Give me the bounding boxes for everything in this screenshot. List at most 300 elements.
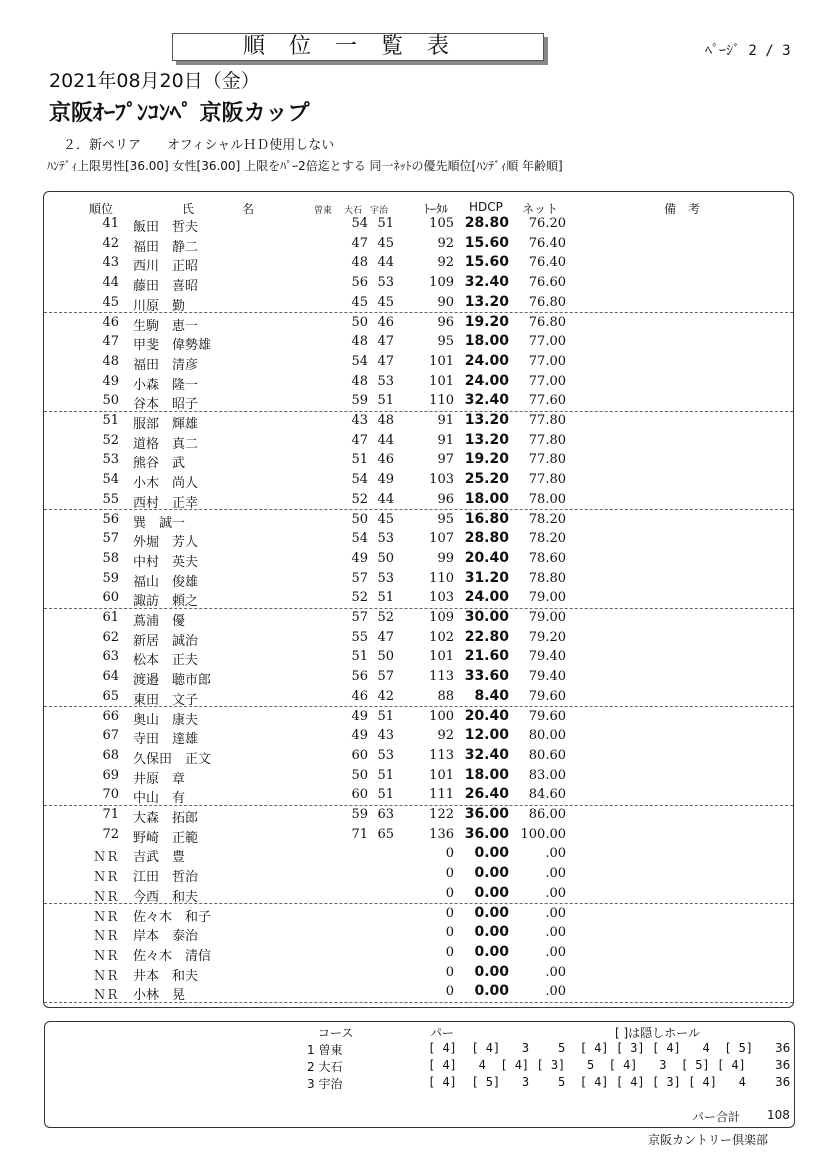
cell-name: 飯田 哲夫 bbox=[133, 220, 199, 235]
cell-s1: 49 bbox=[351, 728, 368, 744]
cell-s2: 45 bbox=[377, 511, 394, 527]
cell-hdcp: 28.80 bbox=[464, 215, 509, 231]
cell-hdcp: 19.20 bbox=[464, 451, 509, 468]
cell-net: 76.20 bbox=[528, 216, 566, 231]
cell-rank: 62 bbox=[102, 629, 119, 645]
cell-rank: 56 bbox=[102, 511, 119, 527]
cell-hdcp: 24.00 bbox=[464, 589, 509, 606]
cell-hdcp: 0.00 bbox=[474, 884, 509, 901]
cell-rank: 47 bbox=[102, 334, 119, 350]
cell-hdcp: 13.20 bbox=[464, 293, 509, 310]
cell-s2: 51 bbox=[377, 590, 394, 606]
cell-s2: 44 bbox=[377, 255, 394, 271]
cell-total: 122 bbox=[429, 807, 454, 822]
cell-name: 佐々木 和子 bbox=[133, 909, 212, 925]
cell-s2: 53 bbox=[377, 570, 394, 586]
cell-s1: 56 bbox=[351, 669, 368, 685]
cell-s2: 42 bbox=[377, 688, 394, 704]
cell-total: 0 bbox=[445, 846, 454, 862]
cell-rank: 60 bbox=[102, 590, 119, 606]
course-par-holes: [ 4] [ 4] 3 5 [ 4] [ 3] [ 4] 4 [ 5] bbox=[428, 1041, 754, 1055]
course-name: 2 大石 bbox=[307, 1060, 343, 1074]
cell-total: 105 bbox=[429, 216, 454, 231]
cell-net: .00 bbox=[545, 925, 566, 941]
cell-hdcp: 18.00 bbox=[464, 333, 509, 350]
cell-hdcp: 13.20 bbox=[464, 412, 509, 428]
col-notes: 備 考 bbox=[664, 202, 701, 216]
cell-s2: 47 bbox=[377, 629, 394, 645]
table-row bbox=[44, 234, 793, 254]
cell-total: 88 bbox=[437, 688, 454, 704]
cell-total: 92 bbox=[437, 728, 454, 744]
cell-total: 0 bbox=[445, 984, 454, 1000]
cell-name: 生駒 恵一 bbox=[133, 318, 199, 334]
cell-net: 80.00 bbox=[528, 728, 566, 744]
cell-net: 78.20 bbox=[528, 531, 566, 547]
cell-net: 78.80 bbox=[528, 570, 566, 586]
cell-hdcp: 22.80 bbox=[464, 628, 509, 645]
cell-net: 79.20 bbox=[528, 629, 566, 645]
cell-s2: 49 bbox=[377, 472, 394, 488]
cell-name: 小木 尚人 bbox=[133, 476, 199, 492]
scoring-method: ２．新ペリア オフィシャルＨＤ使用しない bbox=[63, 138, 335, 153]
cell-rank: ＮＲ bbox=[92, 870, 119, 886]
par-label: パー bbox=[430, 1026, 455, 1040]
cell-s2: 51 bbox=[377, 787, 394, 803]
cell-rank: 67 bbox=[102, 728, 119, 744]
cell-hdcp: 18.00 bbox=[464, 490, 509, 507]
cell-rank: 49 bbox=[102, 373, 119, 389]
cell-name: 福田 静二 bbox=[133, 239, 199, 255]
cell-s1: 51 bbox=[351, 649, 368, 665]
cell-net: 77.80 bbox=[528, 413, 566, 428]
table-row bbox=[44, 982, 793, 1003]
cell-name: 東田 文子 bbox=[133, 692, 199, 708]
handicap-rule: ﾊﾝﾃﾞｨ上限男性[36.00] 女性[36.00] 上限をﾊﾟｰ2倍迄とする 同一ﾈｯﾄの優先順位[ﾊﾝﾃﾞｨ順 年齢順] bbox=[47, 159, 563, 173]
cell-net: .00 bbox=[545, 964, 566, 980]
cell-s2: 47 bbox=[377, 353, 394, 369]
cell-rank: 44 bbox=[102, 275, 119, 291]
cell-name: 谷本 昭子 bbox=[133, 397, 199, 413]
cell-hdcp: 36.00 bbox=[464, 825, 509, 842]
cell-s1: 54 bbox=[351, 531, 368, 547]
cell-hdcp: 30.00 bbox=[464, 609, 509, 625]
cell-s1: 54 bbox=[351, 472, 368, 488]
table-row bbox=[44, 313, 793, 333]
cell-s1: 47 bbox=[351, 235, 368, 251]
cell-rank: ＮＲ bbox=[92, 929, 119, 945]
cell-net: 77.00 bbox=[528, 334, 566, 350]
cell-net: .00 bbox=[545, 984, 566, 1000]
cell-name: 川原 勤 bbox=[133, 298, 186, 314]
cell-s2: 53 bbox=[377, 747, 394, 763]
cell-total: 96 bbox=[437, 314, 454, 330]
cell-s2: 63 bbox=[377, 807, 394, 822]
cell-s1: 52 bbox=[351, 491, 368, 507]
cell-s2: 50 bbox=[377, 550, 394, 566]
cell-hdcp: 0.00 bbox=[474, 983, 509, 1000]
course-par-holes: [ 4] [ 5] 3 5 [ 4] [ 4] [ 3] [ 4] 4 bbox=[428, 1075, 746, 1089]
cell-total: 101 bbox=[429, 353, 454, 369]
cell-name: 小林 晃 bbox=[133, 988, 186, 1004]
cell-total: 91 bbox=[437, 413, 454, 428]
table-row bbox=[44, 864, 793, 884]
cell-s2: 44 bbox=[377, 491, 394, 507]
hidden-hole-note: [ ]は隠しホール bbox=[615, 1026, 700, 1040]
cell-hdcp: 20.40 bbox=[464, 549, 509, 566]
cell-s2: 51 bbox=[377, 708, 394, 724]
cell-s2: 65 bbox=[377, 826, 394, 842]
club-name: 京阪カントリー倶楽部 bbox=[648, 1133, 769, 1147]
cell-rank: 57 bbox=[102, 531, 119, 547]
cell-s1: 43 bbox=[351, 413, 368, 428]
cell-net: 79.60 bbox=[528, 708, 566, 724]
cell-hdcp: 0.00 bbox=[474, 865, 509, 882]
cell-hdcp: 33.60 bbox=[464, 668, 509, 685]
cell-net: 79.40 bbox=[528, 669, 566, 685]
table-row bbox=[44, 372, 793, 392]
cell-total: 110 bbox=[429, 570, 454, 586]
cell-hdcp: 8.40 bbox=[474, 687, 509, 704]
cell-net: 78.00 bbox=[528, 491, 566, 507]
cell-net: 100.00 bbox=[520, 826, 566, 842]
cell-rank: 68 bbox=[102, 747, 119, 763]
cell-s1: 50 bbox=[351, 314, 368, 330]
col-s2: 大石 bbox=[344, 206, 363, 216]
cell-name: 野崎 正範 bbox=[133, 830, 199, 846]
cell-name: 奥山 康夫 bbox=[133, 712, 199, 728]
cell-s2: 44 bbox=[377, 432, 394, 448]
cell-rank: 52 bbox=[102, 432, 119, 448]
cell-s2: 48 bbox=[377, 413, 394, 428]
cell-hdcp: 31.20 bbox=[464, 569, 509, 586]
cell-name: 井原 章 bbox=[133, 771, 186, 787]
cell-net: 78.20 bbox=[528, 511, 566, 527]
cell-rank: ＮＲ bbox=[92, 850, 119, 866]
cell-total: 0 bbox=[445, 944, 454, 960]
cell-hdcp: 15.60 bbox=[464, 254, 509, 271]
cell-net: 77.80 bbox=[528, 452, 566, 468]
cell-s1: 57 bbox=[351, 570, 368, 586]
cell-s2: 47 bbox=[377, 334, 394, 350]
cell-net: 79.00 bbox=[528, 610, 566, 625]
cell-rank: 53 bbox=[102, 452, 119, 468]
cell-name: 道格 真二 bbox=[133, 436, 199, 452]
table-row bbox=[44, 214, 793, 234]
cell-rank: 64 bbox=[102, 669, 119, 685]
cell-rank: 51 bbox=[102, 413, 119, 428]
cell-name: 佐々木 清信 bbox=[133, 948, 212, 964]
cell-s1: 50 bbox=[351, 511, 368, 527]
page-title: 順位一覧表 bbox=[172, 33, 544, 61]
cell-name: 松本 正夫 bbox=[133, 653, 199, 669]
cell-hdcp: 12.00 bbox=[464, 727, 509, 744]
cell-hdcp: 0.00 bbox=[474, 845, 509, 862]
col-net: ネット bbox=[522, 202, 559, 216]
cell-rank: 42 bbox=[102, 235, 119, 251]
cell-name: 中山 有 bbox=[133, 791, 186, 807]
cell-hdcp: 24.00 bbox=[464, 372, 509, 389]
cell-s1: 59 bbox=[351, 807, 368, 822]
cell-name: 吉武 豊 bbox=[133, 850, 186, 866]
cell-total: 136 bbox=[429, 826, 454, 842]
cell-rank: 65 bbox=[102, 688, 119, 704]
cell-total: 109 bbox=[429, 275, 454, 291]
cell-s1: 45 bbox=[351, 294, 368, 310]
cell-s2: 51 bbox=[377, 767, 394, 783]
course-par-box bbox=[44, 1021, 795, 1128]
cell-total: 0 bbox=[445, 925, 454, 941]
cell-hdcp: 36.00 bbox=[464, 806, 509, 822]
cell-hdcp: 32.40 bbox=[464, 746, 509, 763]
cell-total: 101 bbox=[429, 373, 454, 389]
cell-s1: 60 bbox=[351, 787, 368, 803]
cell-net: .00 bbox=[545, 885, 566, 901]
col-hdcp: HDCP bbox=[469, 200, 503, 214]
cell-name: 西村 正幸 bbox=[133, 495, 199, 511]
cell-rank: 63 bbox=[102, 649, 119, 665]
cell-rank: 46 bbox=[102, 314, 119, 330]
col-rank: 順位 bbox=[89, 202, 114, 216]
cell-total: 101 bbox=[429, 767, 454, 783]
cell-s1: 49 bbox=[351, 708, 368, 724]
par-total-label: パー合計 bbox=[692, 1110, 741, 1124]
cell-s1: 60 bbox=[351, 747, 368, 763]
table-row bbox=[44, 923, 793, 943]
cell-name: 藤田 喜昭 bbox=[133, 279, 199, 295]
table-row bbox=[44, 411, 793, 431]
cell-total: 95 bbox=[437, 511, 454, 527]
cell-net: 79.60 bbox=[528, 688, 566, 704]
cell-name: 蔦浦 優 bbox=[133, 614, 186, 629]
cell-rank: 58 bbox=[102, 550, 119, 566]
cell-total: 107 bbox=[429, 531, 454, 547]
cell-rank: 50 bbox=[102, 393, 119, 409]
cell-s2: 43 bbox=[377, 728, 394, 744]
cell-total: 97 bbox=[437, 452, 454, 468]
cell-rank: 72 bbox=[102, 826, 119, 842]
cell-net: 84.60 bbox=[528, 787, 566, 803]
cell-total: 113 bbox=[429, 669, 454, 685]
table-row bbox=[44, 293, 793, 314]
course-name: 1 曽東 bbox=[307, 1043, 343, 1057]
cell-rank: 70 bbox=[102, 787, 119, 803]
cell-s1: 59 bbox=[351, 393, 368, 409]
table-row bbox=[44, 707, 793, 727]
cell-s1: 49 bbox=[351, 550, 368, 566]
table-row bbox=[44, 943, 793, 963]
cell-s1: 55 bbox=[351, 629, 368, 645]
cell-total: 103 bbox=[429, 590, 454, 606]
cell-hdcp: 0.00 bbox=[474, 904, 509, 921]
table-row bbox=[44, 963, 793, 983]
cell-name: 熊谷 武 bbox=[133, 456, 186, 472]
cell-rank: 45 bbox=[102, 294, 119, 310]
cell-hdcp: 21.60 bbox=[464, 648, 509, 665]
event-date: 2021年08月20日（金） bbox=[49, 70, 260, 92]
table-row bbox=[44, 431, 793, 451]
col-name: 氏 名 bbox=[182, 202, 255, 216]
cell-total: 101 bbox=[429, 649, 454, 665]
cell-net: 76.80 bbox=[528, 294, 566, 310]
table-row bbox=[44, 470, 793, 490]
cell-net: .00 bbox=[545, 905, 566, 921]
cell-total: 0 bbox=[445, 964, 454, 980]
cell-s1: 57 bbox=[351, 610, 368, 625]
cell-total: 92 bbox=[437, 235, 454, 251]
cell-name: 江田 哲治 bbox=[133, 870, 199, 886]
cell-rank: ＮＲ bbox=[92, 988, 119, 1004]
cell-total: 91 bbox=[437, 432, 454, 448]
cell-s1: 46 bbox=[351, 688, 368, 704]
cell-s1: 48 bbox=[351, 373, 368, 389]
table-row bbox=[44, 529, 793, 549]
cell-rank: 71 bbox=[102, 807, 119, 822]
table-row bbox=[44, 391, 793, 412]
table-row bbox=[44, 352, 793, 372]
cell-rank: 43 bbox=[102, 255, 119, 271]
table-row bbox=[44, 884, 793, 905]
cell-rank: ＮＲ bbox=[92, 909, 119, 925]
cell-total: 0 bbox=[445, 885, 454, 901]
cell-hdcp: 28.80 bbox=[464, 530, 509, 547]
cell-name: 今西 和夫 bbox=[133, 889, 199, 905]
table-row bbox=[44, 667, 793, 687]
table-row bbox=[44, 825, 793, 845]
cell-hdcp: 32.40 bbox=[464, 274, 509, 291]
cell-name: 巽 誠一 bbox=[133, 515, 186, 531]
cell-net: 76.60 bbox=[528, 275, 566, 291]
cell-name: 寺田 達雄 bbox=[133, 732, 199, 748]
col-total: ﾄｰﾀﾙ bbox=[424, 202, 449, 216]
cell-s2: 53 bbox=[377, 373, 394, 389]
course-label: コース bbox=[318, 1026, 354, 1040]
table-row bbox=[44, 647, 793, 667]
cell-name: 小森 隆一 bbox=[133, 377, 199, 393]
course-par-total: 36 bbox=[775, 1075, 791, 1089]
table-row bbox=[44, 332, 793, 352]
cell-rank: 61 bbox=[102, 610, 119, 625]
cell-s2: 53 bbox=[377, 275, 394, 291]
cell-name: 中村 英夫 bbox=[133, 554, 199, 570]
table-row bbox=[44, 569, 793, 589]
cell-hdcp: 24.00 bbox=[464, 352, 509, 369]
cell-rank: 59 bbox=[102, 570, 119, 586]
cell-net: 76.80 bbox=[528, 314, 566, 330]
cell-name: 服部 輝雄 bbox=[133, 417, 199, 432]
cell-rank: ＮＲ bbox=[92, 889, 119, 905]
cell-hdcp: 16.80 bbox=[464, 510, 509, 527]
cell-total: 103 bbox=[429, 472, 454, 488]
cell-net: 77.00 bbox=[528, 373, 566, 389]
cell-total: 110 bbox=[429, 393, 454, 409]
event-name: 京阪ｵｰﾌﾟﾝｺﾝﾍﾟ 京阪カップ bbox=[49, 101, 310, 126]
table-row bbox=[44, 785, 793, 806]
cell-total: 95 bbox=[437, 334, 454, 350]
table-row bbox=[44, 687, 793, 708]
cell-hdcp: 0.00 bbox=[474, 963, 509, 980]
cell-hdcp: 26.40 bbox=[464, 786, 509, 803]
cell-s1: 48 bbox=[351, 255, 368, 271]
cell-s2: 46 bbox=[377, 452, 394, 468]
cell-hdcp: 25.20 bbox=[464, 471, 509, 488]
table-row bbox=[44, 904, 793, 924]
table-row bbox=[44, 450, 793, 470]
cell-total: 111 bbox=[429, 787, 454, 803]
course-par-total: 36 bbox=[775, 1041, 791, 1055]
cell-name: 諏訪 頼之 bbox=[133, 594, 199, 610]
table-row bbox=[44, 510, 793, 530]
cell-net: 83.00 bbox=[528, 767, 566, 783]
cell-net: 76.40 bbox=[528, 235, 566, 251]
table-row bbox=[44, 726, 793, 746]
par-total: 108 bbox=[767, 1108, 790, 1122]
cell-rank: 48 bbox=[102, 353, 119, 369]
cell-total: 99 bbox=[437, 550, 454, 566]
course-par-total: 36 bbox=[775, 1058, 791, 1072]
cell-rank: 66 bbox=[102, 708, 119, 724]
cell-name: 外堀 芳人 bbox=[133, 535, 199, 551]
cell-hdcp: 0.00 bbox=[474, 943, 509, 960]
table-row bbox=[44, 844, 793, 864]
course-par-holes: [ 4] 4 [ 4] [ 3] 5 [ 4] 3 [ 5] [ 4] bbox=[428, 1058, 746, 1072]
cell-total: 113 bbox=[429, 747, 454, 763]
cell-s1: 51 bbox=[351, 452, 368, 468]
cell-rank: ＮＲ bbox=[92, 948, 119, 964]
table-row bbox=[44, 805, 793, 825]
cell-s2: 46 bbox=[377, 314, 394, 330]
cell-total: 92 bbox=[437, 255, 454, 271]
cell-net: 77.80 bbox=[528, 432, 566, 448]
cell-name: 井本 和夫 bbox=[133, 968, 199, 984]
table-row bbox=[44, 766, 793, 786]
cell-net: 78.60 bbox=[528, 550, 566, 566]
cell-name: 福山 俊雄 bbox=[133, 574, 199, 590]
cell-net: 77.00 bbox=[528, 353, 566, 369]
table-row bbox=[44, 490, 793, 511]
cell-net: 77.60 bbox=[528, 393, 566, 409]
cell-s2: 57 bbox=[377, 669, 394, 685]
cell-net: 77.80 bbox=[528, 472, 566, 488]
cell-total: 90 bbox=[437, 294, 454, 310]
cell-name: 西川 正昭 bbox=[133, 259, 199, 275]
cell-hdcp: 0.00 bbox=[474, 924, 509, 941]
cell-hdcp: 20.40 bbox=[464, 707, 509, 724]
cell-net: .00 bbox=[545, 944, 566, 960]
cell-name: 岸本 泰治 bbox=[133, 929, 199, 945]
course-name: 3 宇治 bbox=[307, 1077, 343, 1091]
cell-total: 0 bbox=[445, 905, 454, 921]
cell-net: 79.40 bbox=[528, 649, 566, 665]
cell-rank: 55 bbox=[102, 491, 119, 507]
cell-total: 96 bbox=[437, 491, 454, 507]
table-row bbox=[44, 608, 793, 628]
cell-s2: 53 bbox=[377, 531, 394, 547]
cell-s1: 48 bbox=[351, 334, 368, 350]
cell-s1: 52 bbox=[351, 590, 368, 606]
cell-net: 76.40 bbox=[528, 255, 566, 271]
cell-rank: ＮＲ bbox=[92, 968, 119, 984]
cell-hdcp: 18.00 bbox=[464, 766, 509, 783]
cell-s2: 45 bbox=[377, 294, 394, 310]
cell-s2: 52 bbox=[377, 610, 394, 625]
cell-name: 新居 誠治 bbox=[133, 633, 199, 649]
cell-s1: 50 bbox=[351, 767, 368, 783]
cell-hdcp: 19.20 bbox=[464, 313, 509, 330]
cell-name: 渡邉 聴市郎 bbox=[133, 673, 212, 689]
cell-s1: 47 bbox=[351, 432, 368, 448]
cell-total: 0 bbox=[445, 866, 454, 882]
